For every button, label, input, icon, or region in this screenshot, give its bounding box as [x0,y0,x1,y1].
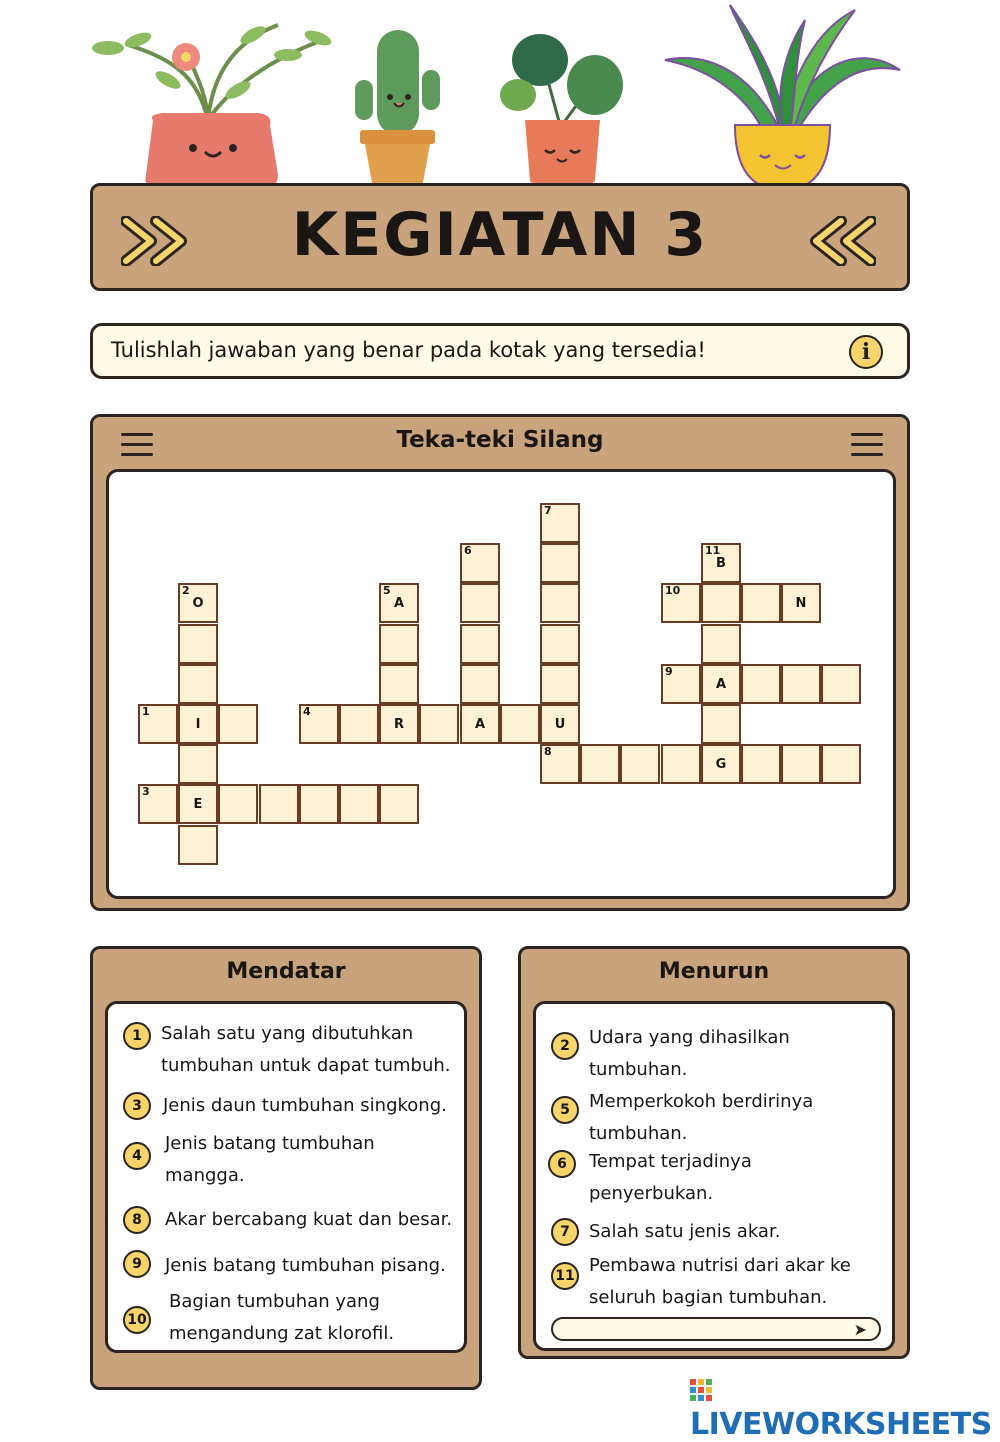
crossword-cell[interactable] [701,624,741,664]
crossword-cell[interactable] [178,744,218,784]
crossword-cell[interactable] [741,744,781,784]
crossword-cell[interactable] [339,704,379,744]
clue-text: Salah satu yang dibutuhkan tumbuhan untuk dapat tumbuh. [161,1023,451,1076]
cell-number: 4 [303,705,311,718]
cell-letter: R [393,717,404,732]
clue-number-badge: 7 [551,1218,579,1246]
answer-input-bar[interactable] [551,1317,881,1341]
cell-number: 5 [383,584,391,597]
crossword-cell[interactable] [379,583,419,623]
clue-number-badge: 4 [123,1142,151,1170]
crossword-cell[interactable] [178,704,218,744]
cell-letter: O [192,596,204,611]
crossword-cell[interactable] [540,744,580,784]
crossword-cell[interactable] [500,704,540,744]
crossword-cell[interactable] [460,543,500,583]
across-title: Mendatar [226,959,346,984]
crossword-cell[interactable] [178,784,218,824]
crossword-panel [90,414,910,911]
crossword-cell[interactable] [701,744,741,784]
crossword-cell[interactable] [218,704,258,744]
cell-letter: U [554,717,566,732]
crossword-cell[interactable] [540,664,580,704]
cell-letter: I [195,717,201,732]
clue-text: Jenis batang tumbuhan pisang. [165,1255,446,1276]
crossword-cell[interactable] [661,583,701,623]
crossword-cell[interactable] [821,664,861,704]
crossword-cell[interactable] [138,704,178,744]
title-bar [90,183,910,291]
clue-number-badge: 3 [123,1092,151,1120]
cell-letter: A [715,677,727,692]
crossword-cell[interactable] [540,624,580,664]
send-icon[interactable]: ➤ [853,1320,867,1339]
logo-text: LIVEWORKSHEETS [690,1407,992,1442]
clue-number-badge: 2 [551,1032,579,1060]
crossword-cell[interactable] [138,784,178,824]
snake-plant-pot-icon [655,0,910,195]
cactus-icon [350,25,445,190]
crossword-cell[interactable] [379,664,419,704]
cell-letter: A [474,717,486,732]
clue-number-badge: 11 [551,1262,579,1290]
crossword-cell[interactable] [540,583,580,623]
crossword-cell[interactable] [620,744,660,784]
instruction-text: Tulishlah jawaban yang benar pada kotak yang tersedia! [111,338,706,362]
down-panel [518,946,910,1359]
cell-number: 6 [464,544,472,557]
crossword-cell[interactable] [781,583,821,623]
crossword-cell[interactable] [379,784,419,824]
crossword-cell[interactable] [460,624,500,664]
clue-text: Udara yang dihasilkan tumbuhan. [589,1027,790,1080]
clue-number-badge: 9 [123,1250,151,1278]
crossword-cell[interactable] [218,784,258,824]
info-icon[interactable]: i [849,335,883,369]
crossword-cell[interactable] [178,583,218,623]
across-clue-list [105,1001,467,1353]
crossword-cell[interactable] [299,704,339,744]
clue-number-badge: 10 [123,1306,151,1334]
crossword-title: Teka-teki Silang [396,427,604,453]
clue-text: Tempat terjadinya penyerbukan. [589,1151,752,1204]
crossword-cell[interactable] [540,704,580,744]
instruction-bar [90,323,910,379]
clue-number-badge: 5 [551,1096,579,1124]
cell-number: 2 [182,584,190,597]
cell-letter: A [393,596,405,611]
crossword-cell[interactable] [178,664,218,704]
crossword-cell[interactable] [741,583,781,623]
crossword-cell[interactable] [741,664,781,704]
clue-text: Jenis batang tumbuhan mangga. [165,1133,375,1186]
cell-number: 7 [544,504,552,517]
crossword-cell[interactable] [701,583,741,623]
crossword-cell[interactable] [339,784,379,824]
crossword-cell[interactable] [821,744,861,784]
across-panel [90,946,482,1390]
crossword-cell[interactable] [701,664,741,704]
crossword-cell[interactable] [178,624,218,664]
crossword-cell[interactable] [460,704,500,744]
crossword-cell[interactable] [701,704,741,744]
clue-text: Memperkokoh berdirinya tumbuhan. [589,1091,814,1144]
clue-text: Pembawa nutrisi dari akar ke seluruh bagian tumbuhan. [589,1255,851,1308]
crossword-cell[interactable] [419,704,459,744]
monstera-pot-icon [500,25,625,185]
clue-text: Akar bercabang kuat dan besar. [165,1209,453,1230]
crossword-cell[interactable] [259,784,299,824]
crossword-grid [106,469,896,899]
chevron-left-double-icon [806,216,876,266]
crossword-cell[interactable] [299,784,339,824]
plant-pink-pot-icon [88,0,333,190]
page-title: KEGIATAN 3 [291,200,709,270]
crossword-cell[interactable] [540,503,580,543]
crossword-cell[interactable] [178,825,218,865]
cell-number: 9 [665,665,673,678]
crossword-cell[interactable] [701,543,741,583]
clue-text: Bagian tumbuhan yang mengandung zat klorofil. [169,1291,395,1344]
clue-text: Salah satu jenis akar. [589,1221,781,1242]
clue-text: Jenis daun tumbuhan singkong. [163,1095,447,1116]
crossword-cell[interactable] [580,744,620,784]
crossword-cell[interactable] [379,624,419,664]
crossword-cell[interactable] [379,704,419,744]
crossword-cell[interactable] [460,664,500,704]
clue-number-badge: 6 [548,1150,576,1178]
cell-letter: B [716,556,726,571]
cell-number: 8 [544,745,552,758]
clue-number-badge: 8 [123,1206,151,1234]
down-clue-list [533,1001,895,1351]
crossword-cell[interactable] [460,583,500,623]
crossword-cell[interactable] [781,664,821,704]
cell-number: 11 [705,544,721,557]
down-title: Menurun [658,959,770,984]
cell-number: 10 [665,584,681,597]
menu-icon [851,433,883,457]
cell-letter: E [193,797,203,812]
cell-letter: G [715,757,727,772]
cell-letter: N [795,596,807,611]
crossword-cell[interactable] [661,664,701,704]
clue-number-badge: 1 [123,1022,151,1050]
crossword-cell[interactable] [781,744,821,784]
liveworksheets-logo [690,1372,1000,1442]
crossword-cell[interactable] [540,543,580,583]
cell-number: 3 [142,785,150,798]
logo-mark-icon [690,1379,712,1401]
crossword-cell[interactable] [661,744,701,784]
cell-number: 1 [142,705,150,718]
